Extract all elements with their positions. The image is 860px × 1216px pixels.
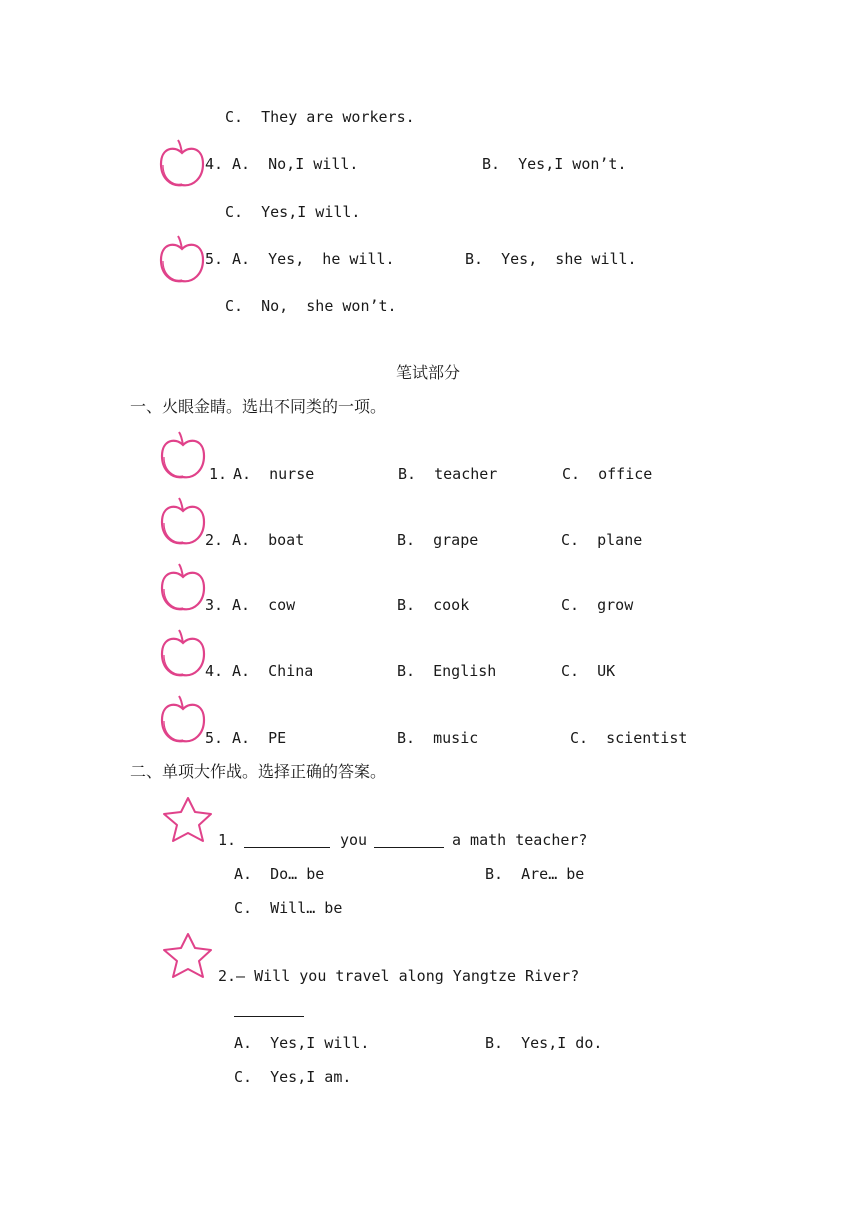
listening-q4-option-b: B. Yes,I won’t.	[482, 155, 627, 173]
s1-q5-number: 5.	[205, 729, 224, 747]
s1-q5-option-b: B. music	[397, 729, 479, 747]
s1-q3-option-a: A. cow	[232, 596, 296, 614]
written-part-title: 笔试部分	[396, 363, 461, 382]
s2-q1-blank-2	[374, 847, 444, 848]
s1-q4-option-b: B. English	[397, 662, 497, 680]
s2-q1-stem-tail: a math teacher?	[452, 831, 588, 849]
s2-q1-option-b: B. Are… be	[485, 865, 585, 883]
star-icon	[158, 930, 218, 982]
s2-q2-option-c: C. Yes,I am.	[234, 1068, 352, 1086]
s2-q1-option-a: A. Do… be	[234, 865, 325, 883]
s1-q5-option-a: A. PE	[232, 729, 287, 747]
s1-q2-option-c: C. plane	[561, 531, 643, 549]
s1-q3-option-c: C. grow	[561, 596, 634, 614]
apple-icon	[158, 562, 208, 614]
s2-q1-number: 1.	[218, 831, 237, 849]
s1-q3-number: 3.	[205, 596, 224, 614]
s2-q1-stem-middle: you	[340, 831, 368, 849]
listening-q4-option-c: C. Yes,I will.	[225, 203, 361, 221]
s1-q1-option-b: B. teacher	[398, 465, 498, 483]
listening-q5-option-c: C. No, she won’t.	[225, 297, 397, 315]
s2-q1-option-c: C. Will… be	[234, 899, 343, 917]
listening-q3-option-c: C. They are workers.	[225, 108, 415, 126]
listening-q4-number: 4.	[205, 155, 224, 173]
star-icon	[158, 794, 218, 846]
s1-q4-option-c: C. UK	[561, 662, 616, 680]
apple-icon	[158, 430, 208, 482]
s1-q4-option-a: A. China	[232, 662, 314, 680]
listening-q4-option-a: A. No,I will.	[232, 155, 359, 173]
listening-q5-option-b: B. Yes, she will.	[465, 250, 637, 268]
s1-q2-option-b: B. grape	[397, 531, 479, 549]
s1-q1-number: 1.	[209, 465, 228, 483]
apple-icon	[157, 138, 207, 190]
section1-heading: 一、火眼金睛。选出不同类的一项。	[130, 397, 387, 416]
listening-q5-number: 5.	[205, 250, 224, 268]
s2-q2-option-a: A. Yes,I will.	[234, 1034, 370, 1052]
s2-q2-option-b: B. Yes,I do.	[485, 1034, 603, 1052]
apple-icon	[158, 496, 208, 548]
s1-q1-option-a: A. nurse	[233, 465, 315, 483]
apple-icon	[158, 694, 208, 746]
s1-q5-option-c: C. scientist	[570, 729, 688, 747]
section2-heading: 二、单项大作战。选择正确的答案。	[130, 762, 387, 781]
s1-q4-number: 4.	[205, 662, 224, 680]
s2-q1-blank-1	[244, 847, 330, 848]
s1-q2-number: 2.	[205, 531, 224, 549]
apple-icon	[157, 234, 207, 286]
listening-q5-option-a: A. Yes, he will.	[232, 250, 395, 268]
apple-icon	[158, 628, 208, 680]
s1-q3-option-b: B. cook	[397, 596, 470, 614]
s1-q2-option-a: A. boat	[232, 531, 305, 549]
s1-q1-option-c: C. office	[562, 465, 653, 483]
s2-q2-answer-blank	[234, 1016, 304, 1017]
s2-q2-stem: 2.— Will you travel along Yangtze River?	[218, 967, 580, 985]
